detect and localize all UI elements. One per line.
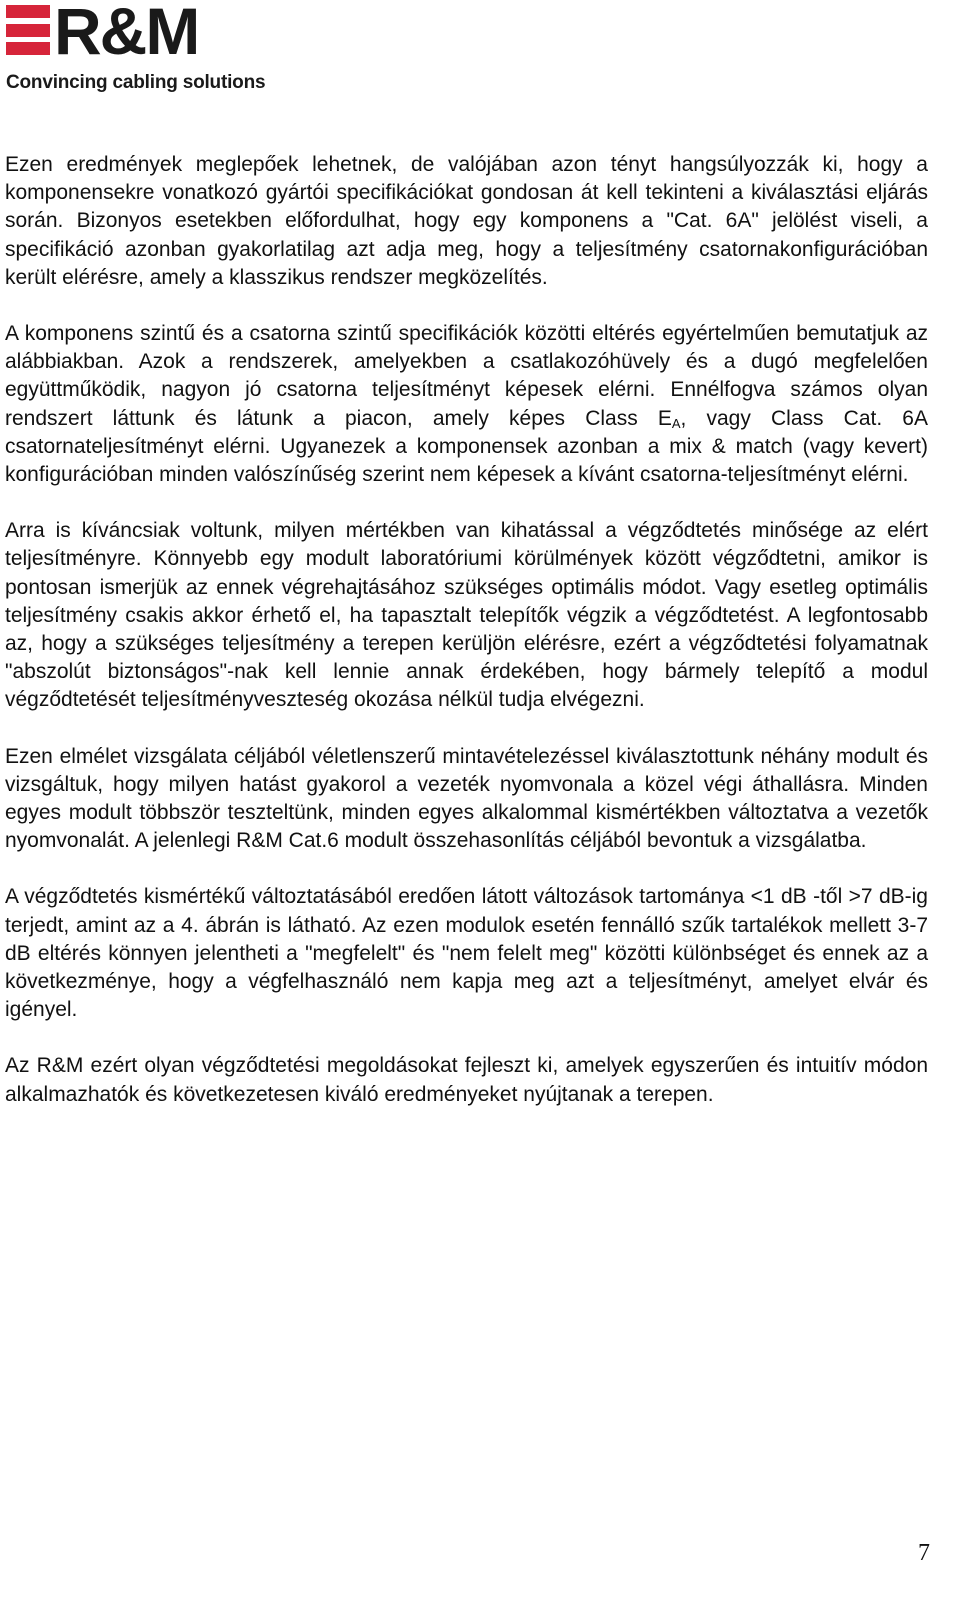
logo-wordmark: R&M <box>54 0 199 68</box>
paragraph-4: Ezen elmélet vizsgálata céljából véletlenszerű mintavételezéssel kiválasztottunk néhány modult és vizsgáltuk, hogy milyen hatást gyakorol a vezeték nyomvonala a közel végi áthallásra. Minden egyes modult többször teszteltünk, minden egyes alkalommal kismértékben változtatva a vezetők nyomvonalát. A jelenlegi R&M Cat.6 modult összehasonlítás céljából bevontuk a vizsgálatba. <box>5 744 928 853</box>
logo-stripes-icon <box>6 4 50 56</box>
company-logo <box>6 0 306 96</box>
logo-tagline: Convincing cabling solutions <box>6 72 266 93</box>
paragraph-2 <box>5 320 928 489</box>
paragraph-2-text-cont: , vagy Class Cat. 6A csatornateljesítményt elérni. Ugyanezek a komponensek azonban a mix & match (vagy kevert) konfigurációban minden valószínűség szerint nem képesek a kívánt csatorna-teljesítményt elérni. <box>5 406 928 487</box>
paragraph-6: Az R&M ezért olyan végződtetési megoldásokat fejleszt ki, amelyek egyszerűen és intuitív módon alkalmazhatók és következetesen kiváló eredményeket nyújtanak a terepen. <box>5 1054 928 1106</box>
page-number: 7 <box>918 1540 930 1566</box>
document-body <box>5 151 928 1137</box>
paragraph-3: Arra is kíváncsiak voltunk, milyen mértékben van kihatással a végződtetés minősége az elért teljesítményre. Könnyebb egy modult laboratóriumi körülmények között végződtetni, amikor is pontosan ismerjük az ennek végrehajtásához szükséges optimális módot. Vagy esetleg optimális teljesítmény csakis akkor érhető el, ha tapasztalt telepítők végzik a végződtetést. A legfontosabb az, hogy a szükséges teljesítmény a terepen kerüljön elérésre, ezért a végződtetési folyamatnak "abszolút biztonságos"-nak kell lennie annak érdekében, hogy bármely telepítő a modul végződtetését teljesítményveszteség okozása nélkül tudja elvégezni. <box>5 519 928 712</box>
logo-stripe <box>6 5 50 18</box>
logo-stripe <box>6 42 50 55</box>
paragraph-1: Ezen eredmények meglepőek lehetnek, de valójában azon tényt hangsúlyozzák ki, hogy a komponensekre vonatkozó gyártói specifikációkat gondosan át kell tekinteni a kiválasztási eljárás során. Bizonyos esetekben előfordulhat, hogy egy komponens a "Cat. 6A" jelölést viseli, a specifikáció azonban gyakorlatilag azt adja meg, hogy a teljesítmény csatornakonfigurációban került elérésre, amely a klasszikus rendszer megközelítés. <box>5 153 928 289</box>
logo-stripe <box>6 24 50 37</box>
subscript-a: A <box>671 415 681 431</box>
paragraph-5: A végződtetés kismértékű változtatásából eredően látott változások tartománya <1 dB -től >7 dB-ig terjedt, amint az a 4. ábrán is látható. Az ezen modulok esetén fennálló szűk tartalékok mellett 3-7 dB eltérés könnyen jelentheti a "megfelelt" és "nem felelt meg" közötti különbséget és ennek az a következménye, hogy a végfelhasználó nem kapja meg azt a teljesítményt, amelyet elvár és igényel. <box>5 885 928 1022</box>
paragraph-2-text: A komponens szintű és a csatorna szintű specifikációk közötti eltérés egyértelműen bemutatjuk az alábbiakban. Azok a rendszerek, amelyekben a csatlakozóhüvely és a dugó megfelelően együttműködik, nagyon jó csatorna teljesítményt képesek elérni. Ennélfogva számos olyan rendszert láttunk és látunk a piacon, amely képes Class E <box>5 322 928 430</box>
